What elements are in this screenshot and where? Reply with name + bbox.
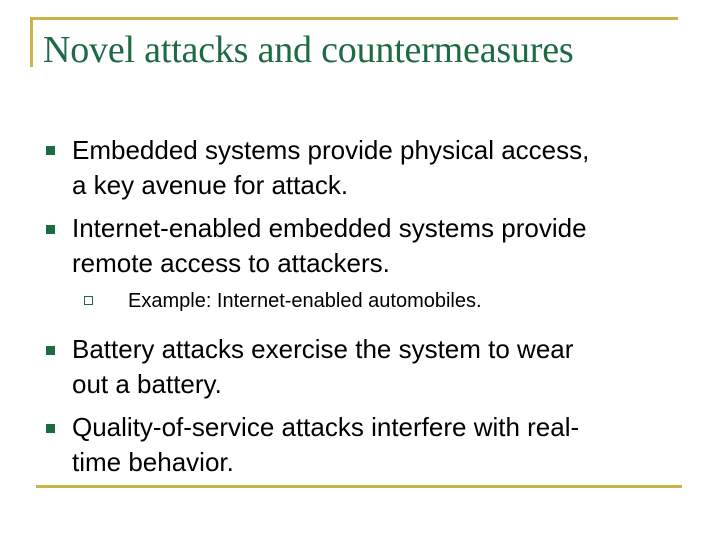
bullet-text-line: remote access to attackers. xyxy=(72,248,390,278)
square-bullet-icon xyxy=(46,424,55,433)
square-bullet-icon xyxy=(46,346,55,355)
bullet-text-line: time behavior. xyxy=(72,447,234,477)
bullet-text-line: Battery attacks exercise the system to wear xyxy=(72,334,574,364)
bullet-text-line: Quality-of-service attacks interfere with real- xyxy=(72,412,580,442)
slide-title: Novel attacks and countermeasures xyxy=(43,29,574,71)
frame-left-rule xyxy=(30,17,33,67)
hollow-square-bullet-icon xyxy=(84,296,93,305)
bullet-text-line: Embedded systems provide physical access, xyxy=(72,135,590,165)
bullet-text-line: Internet-enabled embedded systems provide xyxy=(72,213,587,243)
frame-top-rule xyxy=(30,17,678,20)
bullet-text-line: a key avenue for attack. xyxy=(72,170,349,200)
square-bullet-icon xyxy=(46,225,55,234)
frame-bottom-rule xyxy=(36,485,682,488)
square-bullet-icon xyxy=(46,146,55,155)
bullet-text-line: out a battery. xyxy=(72,369,222,399)
sub-bullet-text: Example: Internet-enabled automobiles. xyxy=(128,290,482,312)
